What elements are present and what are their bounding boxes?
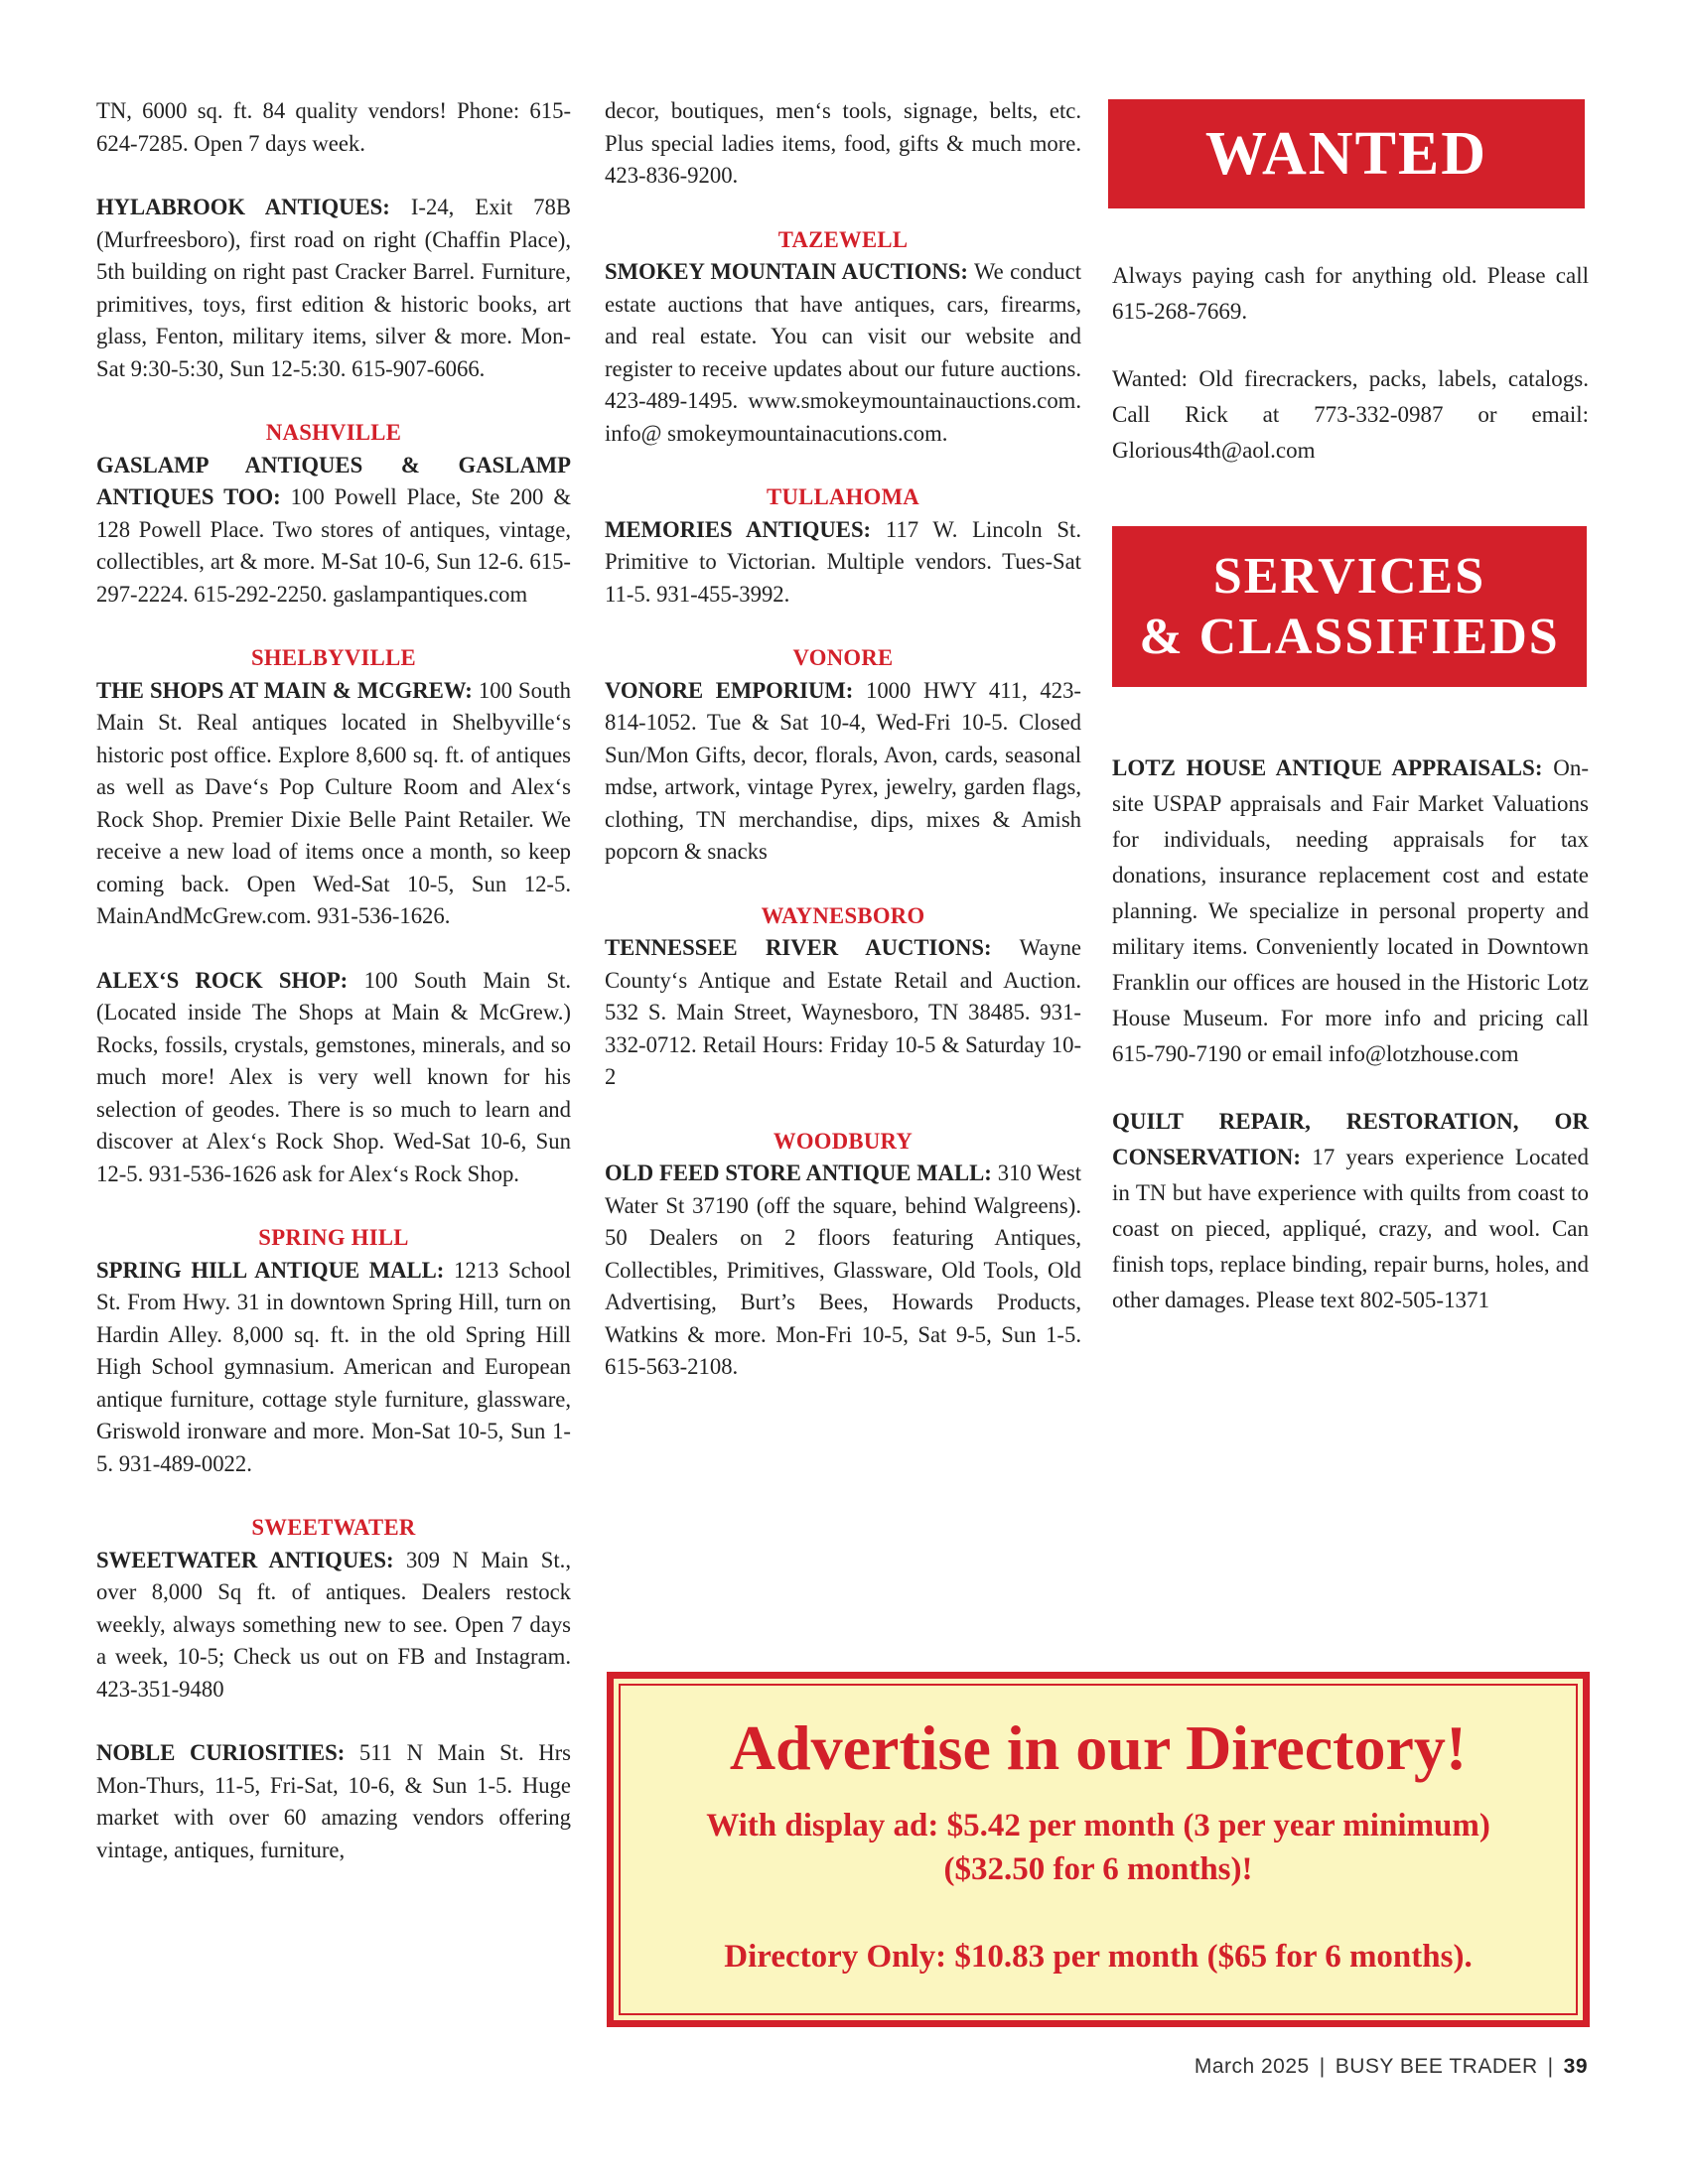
city-heading: WOODBURY bbox=[773, 1128, 914, 1154]
wanted-banner: WANTED bbox=[1108, 99, 1585, 208]
classified-name: LOTZ HOUSE ANTIQUE APPRAISALS: bbox=[1112, 755, 1543, 780]
directory-column-2 bbox=[605, 95, 1081, 1416]
publication-name: BUSY BEE TRADER bbox=[1335, 2055, 1538, 2078]
city-section-sweetwater bbox=[96, 1512, 571, 1706]
listing-text: Wayne County‘s Antique and Estate Retail and Auction. 532 S. Main Street, Waynesboro, TN 38485. 931-332-0712. Retail Hours: Friday 10-5 & Saturday 10-2 bbox=[605, 935, 1081, 1089]
listing-spring-hill-mall bbox=[96, 1255, 571, 1481]
city-heading: WAYNESBORO bbox=[761, 902, 925, 928]
directory-column-1 bbox=[96, 95, 571, 1898]
listing-tennessee-river bbox=[605, 932, 1081, 1094]
services-banner bbox=[1112, 526, 1587, 687]
listing-text: 1000 HWY 411, 423-814-1052. Tue & Sat 10-4, Wed-Fri 10-5. Closed Sun/Mon Gifts, decor, florals, Avon, cards, seasonal mdse, artwork, vintage Pyrex, jewelry, garden flags, clothing, TN merchandise, dips, mixes & Amish popcorn & snacks bbox=[605, 677, 1081, 864]
page-footer bbox=[1195, 2055, 1588, 2079]
listing-name: MEMORIES ANTIQUES: bbox=[605, 516, 872, 542]
classified-lotz-house bbox=[1112, 751, 1589, 1072]
wanted-item: Wanted: Old firecrackers, packs, labels, catalogs. Call Rick at 773-332-0987 or email: Glorious4th@aol.com bbox=[1112, 366, 1589, 463]
listing-gaslamp bbox=[96, 450, 571, 612]
listing-name: SMOKEY MOUNTAIN AUCTIONS: bbox=[605, 259, 968, 284]
listing-memories-antiques bbox=[605, 514, 1081, 612]
services-banner-line: & CLASSIFIEDS bbox=[1139, 609, 1560, 665]
listing-sweetwater-antiques bbox=[96, 1545, 571, 1706]
city-heading: SHELBYVILLE bbox=[251, 645, 416, 670]
listing-name: SPRING HILL ANTIQUE MALL: bbox=[96, 1257, 445, 1283]
city-section-tullahoma bbox=[605, 481, 1081, 611]
listing-old-feed-store bbox=[605, 1158, 1081, 1384]
city-section-shelbyville bbox=[96, 642, 571, 933]
classified-text: On-site USPAP appraisals and Fair Market Valuations for individuals, needing appraisals for tax donations, insurance replacement cost and estate planning. We specialize in personal property and military items. Conveniently located in Downtown Franklin our offices are housed in the Historic Lotz House Museum. For more info and pricing call 615-790-7190 or email info@lotzhouse.com bbox=[1112, 755, 1589, 1066]
city-heading: TULLAHOMA bbox=[767, 484, 919, 509]
listing-text: 309 N Main St., over 8,000 Sq ft. of antiques. Dealers restock weekly, always something new to see. Open 7 days a week, 10-5; Check us out on FB and Instagram. 423-351-9480 bbox=[96, 1547, 571, 1702]
listing-alex-rock-shop bbox=[96, 965, 571, 1191]
listing-name: NOBLE CURIOSITIES: bbox=[96, 1740, 346, 1765]
listing-text: 100 South Main St. (Located inside The Shops at Main & McGrew.) Rocks, fossils, crystals, gemstones, minerals, and so much more! Alex is very well known for his selection of geodes. There is so much to learn and discover at Alex‘s Rock Shop. Wed-Sat 10-6, Sun 12-5. 931-536-1626 ask for Alex‘s Rock Shop. bbox=[96, 967, 571, 1186]
tn-continued-text: TN, 6000 sq. ft. 84 quality vendors! Phone: 615-624-7285. Open 7 days week. bbox=[96, 98, 571, 156]
listing-main-mcgrew bbox=[96, 675, 571, 933]
listing-noble-curiosities bbox=[96, 1737, 571, 1866]
listing-name: ALEX‘S ROCK SHOP: bbox=[96, 967, 349, 993]
city-section-vonore bbox=[605, 642, 1081, 869]
city-heading: VONORE bbox=[792, 645, 894, 670]
listing-smokey-mountain bbox=[605, 256, 1081, 450]
listing-name: GASLAMP ANTIQUES & GASLAMP ANTIQUES TOO: bbox=[96, 452, 571, 509]
wanted-item: Always paying cash for anything old. Please call 615-268-7669. bbox=[1112, 263, 1589, 324]
city-section-woodbury bbox=[605, 1126, 1081, 1384]
services-banner-line: SERVICES bbox=[1212, 548, 1486, 605]
display-ad-price: With display ad: $5.42 per month (3 per year minimum) bbox=[706, 1808, 1490, 1843]
listing-text: 100 Powell Place, Ste 200 & 128 Powell Place. Two stores of antiques, vintage, collectibles, art & more. M-Sat 10-6, Sun 12-6. 615-297-2224. 615-292-2250. gaslampantiques.com bbox=[96, 484, 571, 607]
city-section-tazewell bbox=[605, 224, 1081, 451]
city-heading: NASHVILLE bbox=[265, 420, 402, 445]
city-heading: SPRING HILL bbox=[258, 1225, 409, 1250]
listing-name: THE SHOPS AT MAIN & MCGREW: bbox=[96, 677, 473, 703]
listing-text: 100 South Main St. Real antiques located in Shelbyville‘s historic post office. Explore 8,600 sq. ft. of antiques as well as Dave‘s Pop Culture Room and Alex‘s Rock Shop. Premier Dixie Belle Paint Retailer. We receive a new load of items once a month, so keep coming back. Open Wed-Sat 10-5, Sun 12-5. MainAndMcGrew.com. 931-536-1626. bbox=[96, 677, 571, 928]
city-heading: TAZEWELL bbox=[777, 226, 909, 252]
listing-text: 310 West Water St 37190 (off the square, behind Walgreens). 50 Dealers on 2 floors featuring Antiques, Collectibles, Primitives, Glassware, Old Tools, Old Advertising, Burt’s Bees, Howards Products, Watkins & more. Mon-Fri 10-5, Sat 9-5, Sun 1-5. 615-563-2108. bbox=[605, 1160, 1082, 1379]
city-heading: SWEETWATER bbox=[251, 1515, 416, 1540]
listing-text: 1213 School St. From Hwy. 31 in downtown Spring Hill, turn on Hardin Alley. 8,000 sq. ft. in the old Spring Hill High School gymnasium. American and European antique furniture, cottage style furniture, glassware, Griswold ironware and more. Mon-Sat 10-5, Sun 1-5. 931-489-0022. bbox=[96, 1257, 571, 1476]
listing-text: We conduct estate auctions that have antiques, cars, firearms, and real estate. You can visit our website and register to receive updates about our future auctions. 423-489-1495. www.smokeymountainauctions.com. info@ smokeymountainacutions.com. bbox=[605, 259, 1081, 446]
display-ad-price-detail: ($32.50 for 6 months)! bbox=[943, 1851, 1253, 1887]
footer-divider: | bbox=[1319, 2055, 1326, 2078]
wanted-section bbox=[1112, 258, 1589, 500]
advertise-box bbox=[607, 1672, 1590, 2027]
advertise-title: Advertise in our Directory! bbox=[729, 1712, 1468, 1783]
listing-text: 117 W. Lincoln St. Primitive to Victorian. Multiple vendors. Tues-Sat 11-5. 931-455-3992. bbox=[605, 516, 1081, 607]
decor-continued-text: decor, boutiques, men‘s tools, signage, belts, etc. Plus special ladies items, food, gifts & much more. 423-836-9200. bbox=[605, 98, 1081, 188]
city-section-spring-hill bbox=[96, 1222, 571, 1480]
listing-name: TENNESSEE RIVER AUCTIONS: bbox=[605, 935, 992, 960]
page-number: 39 bbox=[1563, 2055, 1588, 2078]
listing-vonore-emporium bbox=[605, 675, 1081, 869]
services-section bbox=[1112, 751, 1589, 1350]
listing-name: VONORE EMPORIUM: bbox=[605, 677, 854, 703]
listing-hylabrook bbox=[96, 192, 571, 385]
footer-divider: | bbox=[1547, 2055, 1554, 2078]
directory-only-price: Directory Only: $10.83 per month ($65 for 6 months). bbox=[724, 1939, 1473, 1975]
classified-name: QUILT REPAIR, RESTORATION, OR CONSERVATION: bbox=[1112, 1109, 1589, 1169]
city-section-nashville bbox=[96, 417, 571, 611]
listing-name: HYLABROOK ANTIQUES: bbox=[96, 195, 390, 219]
issue-date: March 2025 bbox=[1194, 2055, 1310, 2078]
classified-quilt-repair bbox=[1112, 1104, 1589, 1318]
listing-name: SWEETWATER ANTIQUES: bbox=[96, 1547, 394, 1572]
listing-text: I-24, Exit 78B (Murfreesboro), first road on right (Chaffin Place), 5th building on right past Cracker Barrel. Furniture, primitives, toys, first edition & historic books, art glass, Fenton, military items, silver & more. Mon-Sat 9:30-5:30, Sun 12-5:30. 615-907-6066. bbox=[96, 195, 571, 381]
city-section-waynesboro bbox=[605, 900, 1081, 1094]
classified-text: 17 years experience Located in TN but have experience with quilts from coast to coast on pieced, appliqué, crazy, and wool. Can finish tops, replace binding, repair burns, holes, and other damages. Please text 802-505-1371 bbox=[1112, 1145, 1589, 1312]
listing-text: 511 N Main St. Hrs Mon-Thurs, 11-5, Fri-Sat, 10-6, & Sun 1-5. Huge market with over 60 amazing vendors offering vintage, antiques, furniture, bbox=[96, 1740, 571, 1862]
listing-name: OLD FEED STORE ANTIQUE MALL: bbox=[605, 1160, 992, 1185]
